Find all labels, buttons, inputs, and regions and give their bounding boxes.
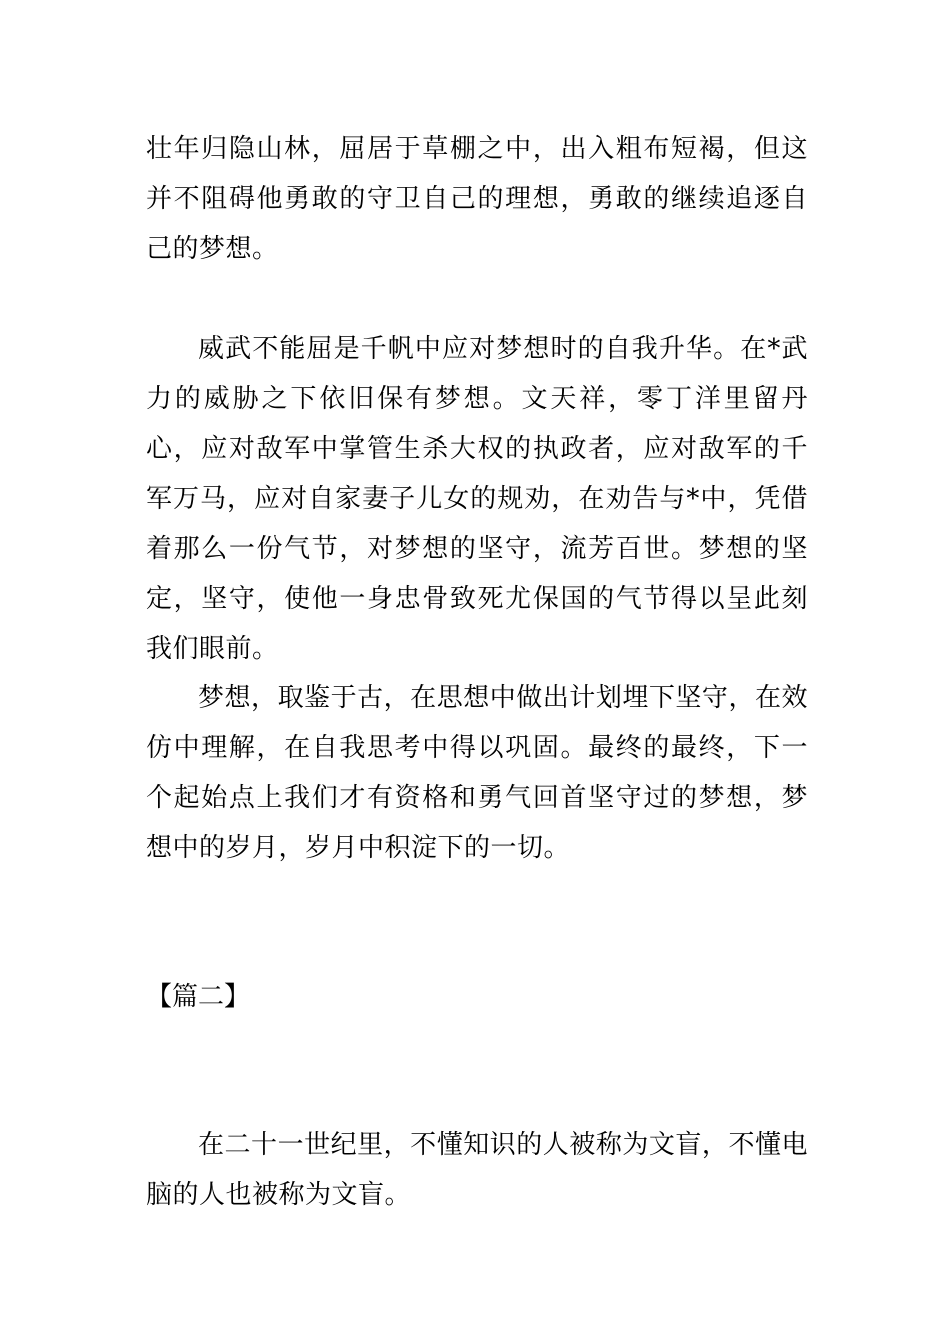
paragraph-section-two-intro: 在二十一世纪里，不懂知识的人被称为文盲，不懂电脑的人也被称为文盲。 <box>146 1130 808 1210</box>
paragraph-continued: 壮年归隐山林，屈居于草棚之中，出入粗布短褐，但这并不阻碍他勇敢的守卫自己的理想，勇敢的继续追逐自己的梦想。 <box>146 134 808 264</box>
paragraph-conclusion: 梦想，取鉴于古，在思想中做出计划埋下坚守，在效仿中理解，在自我思考中得以巩固。最终的最终，下一个起始点上我们才有资格和勇气回首坚守过的梦想，梦想中的岁月，岁月中积淀下的一切。 <box>146 683 808 863</box>
paragraph-wenweiwu: 威武不能屈是千帆中应对梦想时的自我升华。在*武力的威胁之下依旧保有梦想。文天祥，零丁洋里留丹心，应对敌军中掌管生杀大权的执政者，应对敌军的千军万马，应对自家妻子儿女的规劝，在劝告与*中，凭借着那么一份气节，对梦想的坚守，流芳百世。梦想的坚定，坚守，使他一身忠骨致死尤保国的气节得以呈此刻我们眼前。 <box>146 334 808 664</box>
section-heading: 【篇二】 <box>146 982 251 1012</box>
